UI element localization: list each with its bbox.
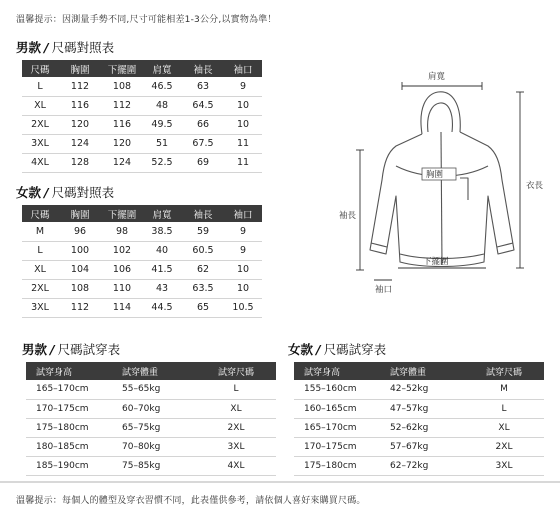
table-cell: 112 bbox=[58, 298, 102, 317]
table-cell: 102 bbox=[102, 241, 142, 260]
men-fit-header-row bbox=[26, 362, 276, 380]
table-cell: 9 bbox=[224, 241, 262, 260]
header-cell: 試穿身高 bbox=[294, 362, 380, 380]
men-size-header-row bbox=[22, 60, 262, 77]
table-cell: M bbox=[464, 380, 544, 399]
table-row bbox=[22, 279, 262, 298]
table-cell: 55–65kg bbox=[112, 380, 196, 399]
table-cell: 112 bbox=[58, 77, 102, 96]
divider-line bbox=[0, 481, 560, 483]
header-cell: 試穿身高 bbox=[26, 362, 112, 380]
table-cell: 100 bbox=[58, 241, 102, 260]
women-fit-header-row bbox=[294, 362, 544, 380]
table-cell: L bbox=[22, 241, 58, 260]
men-size-title-bold: 男款 bbox=[16, 40, 42, 55]
table-row bbox=[26, 456, 276, 475]
table-cell: 175–180cm bbox=[294, 456, 380, 475]
table-cell: L bbox=[464, 399, 544, 418]
table-cell: 11 bbox=[224, 134, 262, 153]
table-row bbox=[26, 418, 276, 437]
table-row bbox=[294, 399, 544, 418]
table-cell: 48 bbox=[142, 96, 182, 115]
women-size-header-row bbox=[22, 205, 262, 222]
title-slash: / bbox=[50, 342, 55, 357]
notice-top: 溫馨提示：因測量手勢不同,尺寸可能相差1-3公分,以實物為準！ bbox=[16, 15, 277, 25]
women-fit-title-rest: 尺碼試穿表 bbox=[323, 342, 387, 357]
table-cell: 116 bbox=[58, 96, 102, 115]
title-slash: / bbox=[316, 342, 321, 357]
header-cell: 肩寬 bbox=[142, 205, 182, 222]
table-cell: 40 bbox=[142, 241, 182, 260]
table-cell: 96 bbox=[58, 222, 102, 241]
table-cell: 170–175cm bbox=[294, 437, 380, 456]
table-cell: 4XL bbox=[22, 153, 58, 172]
table-row bbox=[22, 77, 262, 96]
header-cell: 尺碼 bbox=[22, 205, 58, 222]
table-cell: 46.5 bbox=[142, 77, 182, 96]
table-cell: 38.5 bbox=[142, 222, 182, 241]
men-size-table bbox=[22, 60, 262, 173]
table-cell: 112 bbox=[102, 96, 142, 115]
men-fit-title-bold: 男款 bbox=[22, 342, 48, 357]
table-cell: 165–170cm bbox=[26, 380, 112, 399]
men-fit-title bbox=[22, 340, 120, 358]
chest-label: 胸圍 bbox=[426, 170, 444, 180]
women-size-table bbox=[22, 205, 262, 318]
table-row bbox=[294, 456, 544, 475]
table-cell: XL bbox=[22, 96, 58, 115]
table-cell: 64.5 bbox=[182, 96, 224, 115]
header-cell: 袖口 bbox=[224, 60, 262, 77]
table-cell: 60–70kg bbox=[112, 399, 196, 418]
measure-lines bbox=[356, 82, 524, 280]
header-cell: 試穿尺碼 bbox=[196, 362, 276, 380]
table-cell: 165–170cm bbox=[294, 418, 380, 437]
header-cell: 尺碼 bbox=[22, 60, 58, 77]
table-cell: L bbox=[22, 77, 58, 96]
table-cell: 170–175cm bbox=[26, 399, 112, 418]
table-cell: 9 bbox=[224, 77, 262, 96]
table-cell: 10 bbox=[224, 96, 262, 115]
table-cell: 49.5 bbox=[142, 115, 182, 134]
table-cell: 10 bbox=[224, 260, 262, 279]
men-size-title bbox=[16, 38, 114, 56]
table-row bbox=[22, 134, 262, 153]
header-cell: 胸圍 bbox=[58, 205, 102, 222]
header-cell: 袖長 bbox=[182, 60, 224, 77]
table-cell: 104 bbox=[58, 260, 102, 279]
table-cell: 69 bbox=[182, 153, 224, 172]
table-cell: 98 bbox=[102, 222, 142, 241]
table-cell: XL bbox=[196, 399, 276, 418]
table-cell: 52.5 bbox=[142, 153, 182, 172]
table-cell: 67.5 bbox=[182, 134, 224, 153]
table-row bbox=[294, 380, 544, 399]
table-cell: 59 bbox=[182, 222, 224, 241]
header-cell: 下擺圍 bbox=[102, 60, 142, 77]
table-cell: 160–165cm bbox=[294, 399, 380, 418]
table-row bbox=[26, 437, 276, 456]
table-cell: 128 bbox=[58, 153, 102, 172]
table-cell: 120 bbox=[58, 115, 102, 134]
table-cell: L bbox=[196, 380, 276, 399]
table-cell: 10 bbox=[224, 279, 262, 298]
header-cell: 試穿體重 bbox=[380, 362, 464, 380]
table-cell: 66 bbox=[182, 115, 224, 134]
table-row bbox=[22, 153, 262, 172]
table-row bbox=[22, 96, 262, 115]
notice-bottom: 溫馨提示：每個人的體型及穿衣習慣不同，此表僅供參考，請依個人喜好來購買尺碼。 bbox=[16, 496, 366, 506]
table-cell: 70–80kg bbox=[112, 437, 196, 456]
table-cell: 75–85kg bbox=[112, 456, 196, 475]
men-size-title-rest: 尺碼對照表 bbox=[51, 40, 115, 55]
table-cell: 10 bbox=[224, 115, 262, 134]
table-cell: 106 bbox=[102, 260, 142, 279]
header-cell: 袖口 bbox=[224, 205, 262, 222]
sleeve-label: 袖長 bbox=[339, 211, 357, 221]
table-cell: 42–52kg bbox=[380, 380, 464, 399]
table-cell: 124 bbox=[58, 134, 102, 153]
table-cell: 60.5 bbox=[182, 241, 224, 260]
table-row bbox=[22, 241, 262, 260]
header-cell: 下擺圍 bbox=[102, 205, 142, 222]
table-cell: 65–75kg bbox=[112, 418, 196, 437]
hem-label: 下擺圍 bbox=[423, 257, 449, 267]
table-cell: 2XL bbox=[22, 279, 58, 298]
table-cell: 44.5 bbox=[142, 298, 182, 317]
table-cell: 180–185cm bbox=[26, 437, 112, 456]
table-cell: 124 bbox=[102, 153, 142, 172]
jacket-measurement-diagram bbox=[330, 70, 556, 300]
table-row bbox=[22, 298, 262, 317]
table-cell: 3XL bbox=[464, 456, 544, 475]
table-cell: 52–62kg bbox=[380, 418, 464, 437]
header-cell: 試穿尺碼 bbox=[464, 362, 544, 380]
men-fit-table bbox=[26, 362, 276, 476]
women-size-title bbox=[16, 183, 114, 201]
men-fit-title-rest: 尺碼試穿表 bbox=[57, 342, 121, 357]
table-cell: 65 bbox=[182, 298, 224, 317]
shoulder-label: 肩寬 bbox=[428, 72, 446, 82]
table-cell: 110 bbox=[102, 279, 142, 298]
table-row bbox=[22, 115, 262, 134]
length-label: 衣長 bbox=[526, 181, 544, 191]
table-cell: 11 bbox=[224, 153, 262, 172]
table-row bbox=[22, 260, 262, 279]
table-cell: 2XL bbox=[22, 115, 58, 134]
table-cell: 3XL bbox=[22, 298, 58, 317]
header-cell: 袖長 bbox=[182, 205, 224, 222]
table-cell: 10.5 bbox=[224, 298, 262, 317]
header-cell: 肩寬 bbox=[142, 60, 182, 77]
table-cell: 9 bbox=[224, 222, 262, 241]
table-cell: XL bbox=[22, 260, 58, 279]
table-cell: 185–190cm bbox=[26, 456, 112, 475]
title-slash: / bbox=[44, 40, 49, 55]
table-row bbox=[26, 380, 276, 399]
title-slash: / bbox=[44, 185, 49, 200]
table-cell: 51 bbox=[142, 134, 182, 153]
table-cell: 41.5 bbox=[142, 260, 182, 279]
table-cell: M bbox=[22, 222, 58, 241]
table-cell: 3XL bbox=[22, 134, 58, 153]
table-cell: 116 bbox=[102, 115, 142, 134]
cuff-label: 袖口 bbox=[375, 285, 393, 295]
table-cell: 62 bbox=[182, 260, 224, 279]
women-size-title-rest: 尺碼對照表 bbox=[51, 185, 115, 200]
header-cell: 試穿體重 bbox=[112, 362, 196, 380]
table-cell: 108 bbox=[102, 77, 142, 96]
table-cell: 63 bbox=[182, 77, 224, 96]
table-cell: 57–67kg bbox=[380, 437, 464, 456]
table-cell: XL bbox=[464, 418, 544, 437]
table-cell: 108 bbox=[58, 279, 102, 298]
header-cell: 胸圍 bbox=[58, 60, 102, 77]
women-size-title-bold: 女款 bbox=[16, 185, 42, 200]
women-fit-title bbox=[288, 340, 386, 358]
table-cell: 63.5 bbox=[182, 279, 224, 298]
table-cell: 175–180cm bbox=[26, 418, 112, 437]
table-cell: 47–57kg bbox=[380, 399, 464, 418]
table-row bbox=[294, 437, 544, 456]
table-row bbox=[26, 399, 276, 418]
table-cell: 4XL bbox=[196, 456, 276, 475]
table-row bbox=[22, 222, 262, 241]
table-cell: 120 bbox=[102, 134, 142, 153]
table-row bbox=[294, 418, 544, 437]
table-cell: 62–72kg bbox=[380, 456, 464, 475]
women-fit-title-bold: 女款 bbox=[288, 342, 314, 357]
table-cell: 43 bbox=[142, 279, 182, 298]
table-cell: 2XL bbox=[196, 418, 276, 437]
table-cell: 3XL bbox=[196, 437, 276, 456]
table-cell: 155–160cm bbox=[294, 380, 380, 399]
table-cell: 114 bbox=[102, 298, 142, 317]
table-cell: 2XL bbox=[464, 437, 544, 456]
women-fit-table bbox=[294, 362, 544, 476]
